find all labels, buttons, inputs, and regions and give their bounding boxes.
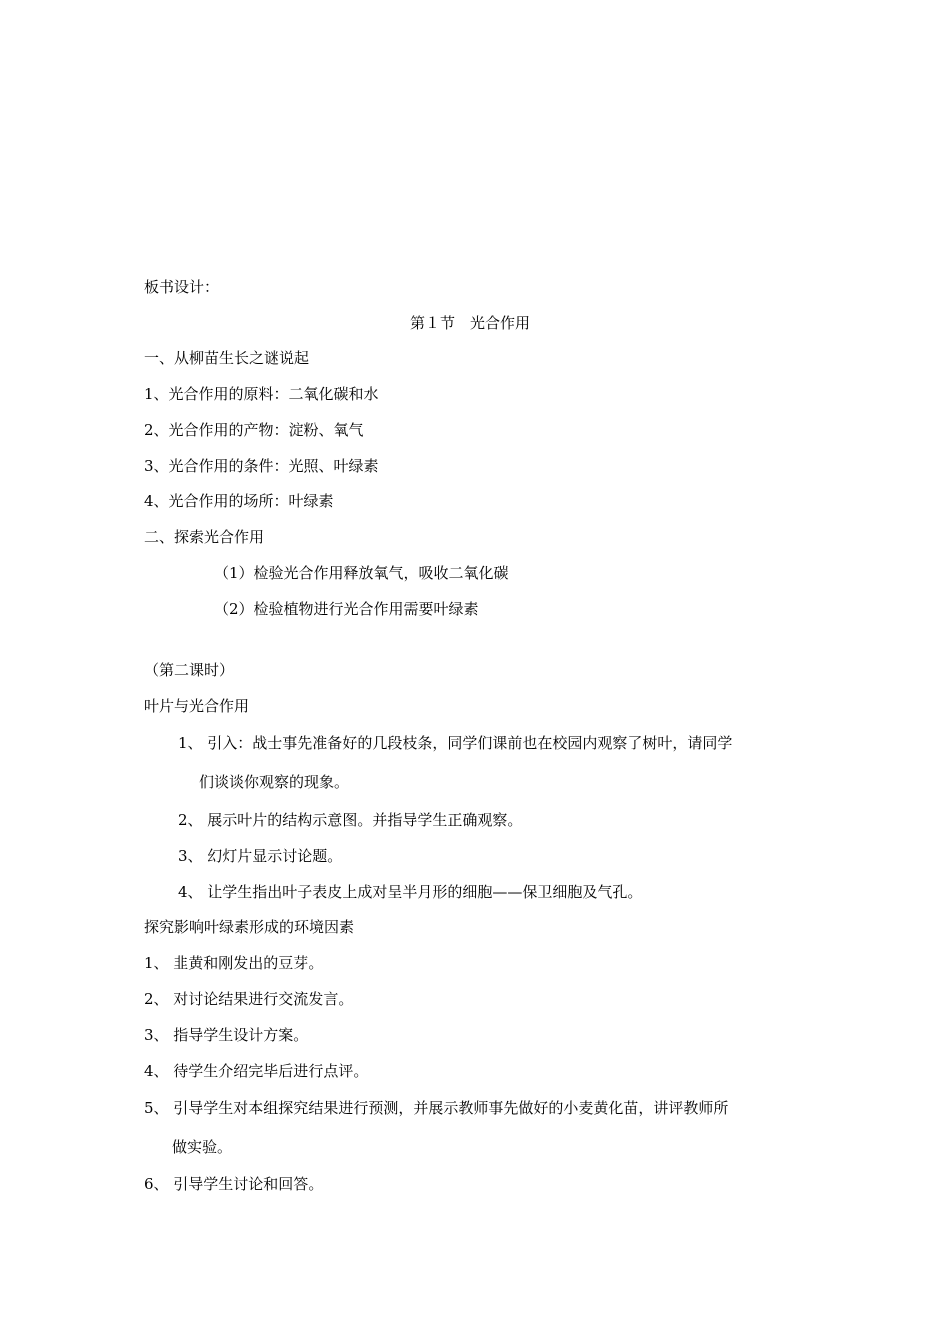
- section1-heading: 一、从柳苗生长之谜说起: [144, 349, 310, 367]
- section1-item: 3、光合作用的条件：光照、叶绿素: [144, 457, 379, 475]
- explore-item: 5、 引导学生对本组探究结果进行预测，并展示教师事先做好的小麦黄化苗，讲评教师所: [144, 1099, 729, 1117]
- explore-item: 3、 指导学生设计方案。: [144, 1026, 309, 1044]
- leaf-section-heading: 叶片与光合作用: [144, 697, 250, 715]
- section1-item: 2、光合作用的产物：淀粉、氧气: [144, 421, 364, 439]
- explore-item: 4、 待学生介绍完毕后进行点评。: [144, 1062, 369, 1080]
- board-design-heading: 板书设计：: [144, 278, 220, 296]
- second-lesson-label: （第二课时）: [144, 661, 235, 679]
- leaf-item: 4、 让学生指出叶子表皮上成对呈半月形的细胞——保卫细胞及气孔。: [178, 883, 643, 901]
- leaf-item-continuation: 们谈谈你观察的现象。: [199, 773, 350, 791]
- explore-item: 6、 引导学生讨论和回答。: [144, 1175, 324, 1193]
- lesson-title: 第１节 光合作用: [410, 314, 531, 332]
- leaf-item: 3、 幻灯片显示讨论题。: [178, 847, 343, 865]
- section2-item: （2）检验植物进行光合作用需要叶绿素: [214, 600, 479, 618]
- leaf-item: 2、 展示叶片的结构示意图。并指导学生正确观察。: [178, 811, 523, 829]
- section1-item: 4、光合作用的场所：叶绿素: [144, 492, 334, 510]
- section2-item: （1）检验光合作用释放氧气，吸收二氧化碳: [214, 564, 509, 582]
- section2-heading: 二、探索光合作用: [144, 528, 265, 546]
- explore-item: 2、 对讨论结果进行交流发言。: [144, 990, 354, 1008]
- explore-item: 1、 韭黄和刚发出的豆芽。: [144, 954, 324, 972]
- section1-item: 1、光合作用的原料：二氧化碳和水: [144, 385, 379, 403]
- explore-item-continuation: 做实验。: [172, 1138, 233, 1156]
- explore-section-heading: 探究影响叶绿素形成的环境因素: [144, 918, 355, 936]
- leaf-item: 1、 引入：战士事先准备好的几段枝条，同学们课前也在校园内观察了树叶，请同学: [178, 734, 733, 752]
